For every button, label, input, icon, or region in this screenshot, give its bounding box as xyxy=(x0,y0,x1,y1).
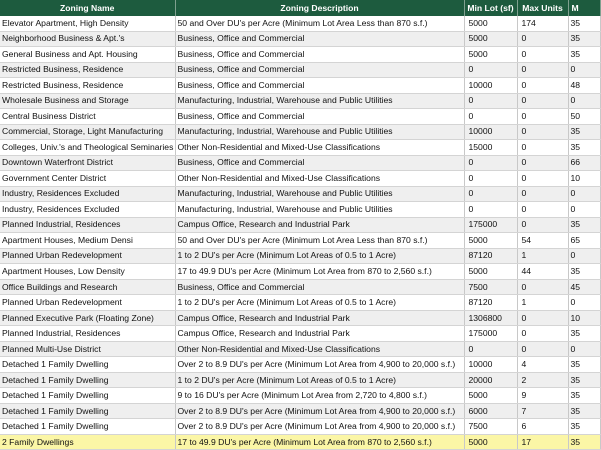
cell-truncated-value: 10 xyxy=(568,310,600,326)
cell-truncated-value: 35 xyxy=(568,434,600,450)
cell-max-units: 54 xyxy=(517,233,568,249)
table-row[interactable] xyxy=(0,233,600,249)
cell-zoning-name: General Business and Apt. Housing xyxy=(0,47,175,63)
cell-max-units: 0 xyxy=(517,326,568,342)
cell-min-lot: 5000 xyxy=(464,434,517,450)
column-header-zoning-description[interactable]: Zoning Description xyxy=(175,0,464,16)
cell-min-lot: 10000 xyxy=(464,78,517,94)
cell-zoning-name: Detached 1 Family Dwelling xyxy=(0,388,175,404)
cell-max-units: 174 xyxy=(517,16,568,31)
cell-zoning-description: 9 to 16 DU's per Acre (Minimum Lot Area from 2,720 to 4,800 s.f.) xyxy=(175,388,464,404)
cell-zoning-description: 17 to 49.9 DU's per Acre (Minimum Lot Area from 870 to 2,560 s.f.) xyxy=(175,264,464,280)
cell-truncated-value: 35 xyxy=(568,403,600,419)
cell-zoning-description: 1 to 2 DU's per Acre (Minimum Lot Areas of 0.5 to 1 Acre) xyxy=(175,295,464,311)
cell-zoning-name: Industry, Residences Excluded xyxy=(0,186,175,202)
table-row[interactable] xyxy=(0,16,600,31)
cell-truncated-value: 48 xyxy=(568,78,600,94)
cell-truncated-value: 45 xyxy=(568,279,600,295)
table-row[interactable] xyxy=(0,109,600,125)
table-row[interactable] xyxy=(0,310,600,326)
cell-zoning-name: Restricted Business, Residence xyxy=(0,62,175,78)
header-row xyxy=(0,0,600,16)
cell-min-lot: 175000 xyxy=(464,326,517,342)
table-row[interactable] xyxy=(0,171,600,187)
cell-max-units: 17 xyxy=(517,434,568,450)
cell-zoning-description: Manufacturing, Industrial, Warehouse and Public Utilities xyxy=(175,93,464,109)
cell-zoning-name: Office Buildings and Research xyxy=(0,279,175,295)
cell-zoning-name: Government Center District xyxy=(0,171,175,187)
table-row[interactable] xyxy=(0,279,600,295)
table-row[interactable] xyxy=(0,326,600,342)
cell-min-lot: 5000 xyxy=(464,233,517,249)
cell-zoning-name: Planned Urban Redevelopment xyxy=(0,295,175,311)
cell-zoning-name: Planned Industrial, Residences xyxy=(0,217,175,233)
cell-zoning-description: Business, Office and Commercial xyxy=(175,78,464,94)
cell-zoning-name: Industry, Residences Excluded xyxy=(0,202,175,218)
cell-max-units: 0 xyxy=(517,93,568,109)
cell-zoning-description: Business, Office and Commercial xyxy=(175,47,464,63)
cell-max-units: 1 xyxy=(517,295,568,311)
table-row[interactable] xyxy=(0,434,600,450)
cell-max-units: 0 xyxy=(517,186,568,202)
cell-max-units: 2 xyxy=(517,372,568,388)
cell-min-lot: 10000 xyxy=(464,124,517,140)
cell-truncated-value: 35 xyxy=(568,388,600,404)
cell-zoning-description: Campus Office, Research and Industrial Park xyxy=(175,217,464,233)
cell-min-lot: 87120 xyxy=(464,248,517,264)
cell-truncated-value: 35 xyxy=(568,140,600,156)
cell-max-units: 7 xyxy=(517,403,568,419)
cell-min-lot: 5000 xyxy=(464,47,517,63)
cell-zoning-name: Restricted Business, Residence xyxy=(0,78,175,94)
cell-zoning-name: Detached 1 Family Dwelling xyxy=(0,403,175,419)
cell-max-units: 0 xyxy=(517,109,568,125)
cell-max-units: 44 xyxy=(517,264,568,280)
cell-truncated-value: 35 xyxy=(568,264,600,280)
cell-min-lot: 5000 xyxy=(464,388,517,404)
cell-zoning-description: Business, Office and Commercial xyxy=(175,62,464,78)
cell-min-lot: 5000 xyxy=(464,264,517,280)
cell-max-units: 4 xyxy=(517,357,568,373)
cell-min-lot: 0 xyxy=(464,109,517,125)
cell-zoning-description: Business, Office and Commercial xyxy=(175,155,464,171)
cell-zoning-description: Manufacturing, Industrial, Warehouse and Public Utilities xyxy=(175,202,464,218)
cell-zoning-description: Over 2 to 8.9 DU's per Acre (Minimum Lot Area from 4,900 to 20,000 s.f.) xyxy=(175,357,464,373)
table-row[interactable] xyxy=(0,264,600,280)
cell-truncated-value: 35 xyxy=(568,217,600,233)
column-header-zoning-name[interactable]: Zoning Name xyxy=(0,0,175,16)
cell-min-lot: 0 xyxy=(464,202,517,218)
cell-zoning-name: Detached 1 Family Dwelling xyxy=(0,357,175,373)
cell-zoning-description: Business, Office and Commercial xyxy=(175,31,464,47)
cell-max-units: 0 xyxy=(517,171,568,187)
cell-max-units: 0 xyxy=(517,78,568,94)
table-row[interactable] xyxy=(0,217,600,233)
table-row[interactable] xyxy=(0,202,600,218)
cell-zoning-name: Wholesale Business and Storage xyxy=(0,93,175,109)
cell-truncated-value: 0 xyxy=(568,93,600,109)
cell-truncated-value: 35 xyxy=(568,31,600,47)
cell-max-units: 0 xyxy=(517,62,568,78)
cell-zoning-description: 1 to 2 DU's per Acre (Minimum Lot Areas of 0.5 to 1 Acre) xyxy=(175,248,464,264)
cell-max-units: 0 xyxy=(517,47,568,63)
cell-zoning-description: Over 2 to 8.9 DU's per Acre (Minimum Lot Area from 4,900 to 20,000 s.f.) xyxy=(175,403,464,419)
cell-min-lot: 5000 xyxy=(464,31,517,47)
cell-zoning-description: Business, Office and Commercial xyxy=(175,109,464,125)
cell-min-lot: 0 xyxy=(464,155,517,171)
cell-zoning-description: 50 and Over DU's per Acre (Minimum Lot Area Less than 870 s.f.) xyxy=(175,16,464,31)
table-row[interactable] xyxy=(0,357,600,373)
cell-zoning-description: 17 to 49.9 DU's per Acre (Minimum Lot Area from 870 to 2,560 s.f.) xyxy=(175,434,464,450)
table-row[interactable] xyxy=(0,341,600,357)
table-row[interactable] xyxy=(0,388,600,404)
cell-min-lot: 1306800 xyxy=(464,310,517,326)
cell-truncated-value: 35 xyxy=(568,47,600,63)
cell-truncated-value: 66 xyxy=(568,155,600,171)
cell-truncated-value: 65 xyxy=(568,233,600,249)
cell-min-lot: 0 xyxy=(464,171,517,187)
cell-min-lot: 0 xyxy=(464,62,517,78)
cell-zoning-name: Commercial, Storage, Light Manufacturing xyxy=(0,124,175,140)
cell-truncated-value: 0 xyxy=(568,62,600,78)
table-row[interactable] xyxy=(0,155,600,171)
cell-max-units: 0 xyxy=(517,155,568,171)
cell-truncated-value: 35 xyxy=(568,326,600,342)
cell-min-lot: 0 xyxy=(464,93,517,109)
cell-min-lot: 20000 xyxy=(464,372,517,388)
table-row[interactable] xyxy=(0,93,600,109)
cell-min-lot: 7500 xyxy=(464,419,517,435)
cell-max-units: 0 xyxy=(517,31,568,47)
cell-max-units: 0 xyxy=(517,140,568,156)
cell-zoning-name: Detached 1 Family Dwelling xyxy=(0,372,175,388)
cell-min-lot: 7500 xyxy=(464,279,517,295)
cell-max-units: 1 xyxy=(517,248,568,264)
cell-zoning-name: 2 Family Dwellings xyxy=(0,434,175,450)
cell-zoning-name: Planned Urban Redevelopment xyxy=(0,248,175,264)
cell-zoning-name: Downtown Waterfront District xyxy=(0,155,175,171)
table-body xyxy=(0,16,600,450)
cell-zoning-name: Apartment Houses, Low Density xyxy=(0,264,175,280)
table-row[interactable] xyxy=(0,186,600,202)
cell-truncated-value: 0 xyxy=(568,248,600,264)
cell-truncated-value: 50 xyxy=(568,109,600,125)
cell-truncated-value: 35 xyxy=(568,372,600,388)
cell-truncated-value: 0 xyxy=(568,341,600,357)
cell-truncated-value: 10 xyxy=(568,171,600,187)
table-row[interactable] xyxy=(0,140,600,156)
cell-truncated-value: 35 xyxy=(568,16,600,31)
cell-zoning-name: Central Business District xyxy=(0,109,175,125)
column-header-max-units[interactable]: Max Units xyxy=(517,0,568,16)
table-row[interactable] xyxy=(0,419,600,435)
cell-max-units: 0 xyxy=(517,202,568,218)
cell-zoning-name: Planned Industrial, Residences xyxy=(0,326,175,342)
table-row[interactable] xyxy=(0,372,600,388)
cell-zoning-description: Manufacturing, Industrial, Warehouse and Public Utilities xyxy=(175,186,464,202)
cell-zoning-description: 50 and Over DU's per Acre (Minimum Lot Area Less than 870 s.f.) xyxy=(175,233,464,249)
cell-zoning-description: Business, Office and Commercial xyxy=(175,279,464,295)
cell-zoning-name: Planned Multi-Use District xyxy=(0,341,175,357)
cell-zoning-name: Elevator Apartment, High Density xyxy=(0,16,175,31)
table-row[interactable] xyxy=(0,62,600,78)
cell-zoning-name: Neighborhood Business & Apt.'s xyxy=(0,31,175,47)
cell-zoning-description: Manufacturing, Industrial, Warehouse and Public Utilities xyxy=(175,124,464,140)
cell-min-lot: 175000 xyxy=(464,217,517,233)
column-header-min-lot[interactable]: Min Lot (sf) xyxy=(464,0,517,16)
cell-min-lot: 15000 xyxy=(464,140,517,156)
cell-zoning-name: Detached 1 Family Dwelling xyxy=(0,419,175,435)
cell-max-units: 0 xyxy=(517,341,568,357)
cell-min-lot: 10000 xyxy=(464,357,517,373)
cell-max-units: 0 xyxy=(517,124,568,140)
cell-zoning-description: Other Non-Residential and Mixed-Use Classifications xyxy=(175,341,464,357)
cell-zoning-description: Other Non-Residential and Mixed-Use Classifications xyxy=(175,140,464,156)
cell-zoning-name: Colleges, Univ.'s and Theological Seminaries xyxy=(0,140,175,156)
table-row[interactable] xyxy=(0,47,600,63)
cell-min-lot: 0 xyxy=(464,186,517,202)
cell-max-units: 6 xyxy=(517,419,568,435)
cell-zoning-description: Campus Office, Research and Industrial Park xyxy=(175,326,464,342)
cell-zoning-name: Planned Executive Park (Floating Zone) xyxy=(0,310,175,326)
cell-zoning-description: Campus Office, Research and Industrial Park xyxy=(175,310,464,326)
cell-zoning-name: Apartment Houses, Medium Densi xyxy=(0,233,175,249)
cell-max-units: 0 xyxy=(517,217,568,233)
cell-truncated-value: 0 xyxy=(568,295,600,311)
cell-max-units: 0 xyxy=(517,279,568,295)
table-row[interactable] xyxy=(0,403,600,419)
column-header-truncated[interactable]: M xyxy=(568,0,600,16)
cell-min-lot: 87120 xyxy=(464,295,517,311)
table-row[interactable] xyxy=(0,78,600,94)
table-row[interactable] xyxy=(0,124,600,140)
cell-zoning-description: 1 to 2 DU's per Acre (Minimum Lot Areas of 0.5 to 1 Acre) xyxy=(175,372,464,388)
cell-truncated-value: 0 xyxy=(568,186,600,202)
cell-max-units: 0 xyxy=(517,310,568,326)
cell-zoning-description: Other Non-Residential and Mixed-Use Classifications xyxy=(175,171,464,187)
cell-truncated-value: 35 xyxy=(568,124,600,140)
cell-truncated-value: 35 xyxy=(568,419,600,435)
table-row[interactable] xyxy=(0,31,600,47)
table-row[interactable] xyxy=(0,248,600,264)
table-row[interactable] xyxy=(0,295,600,311)
cell-truncated-value: 35 xyxy=(568,357,600,373)
cell-max-units: 9 xyxy=(517,388,568,404)
cell-truncated-value: 0 xyxy=(568,202,600,218)
cell-zoning-description: Over 2 to 8.9 DU's per Acre (Minimum Lot Area from 4,900 to 20,000 s.f.) xyxy=(175,419,464,435)
cell-min-lot: 6000 xyxy=(464,403,517,419)
cell-min-lot: 5000 xyxy=(464,16,517,31)
cell-min-lot: 0 xyxy=(464,341,517,357)
